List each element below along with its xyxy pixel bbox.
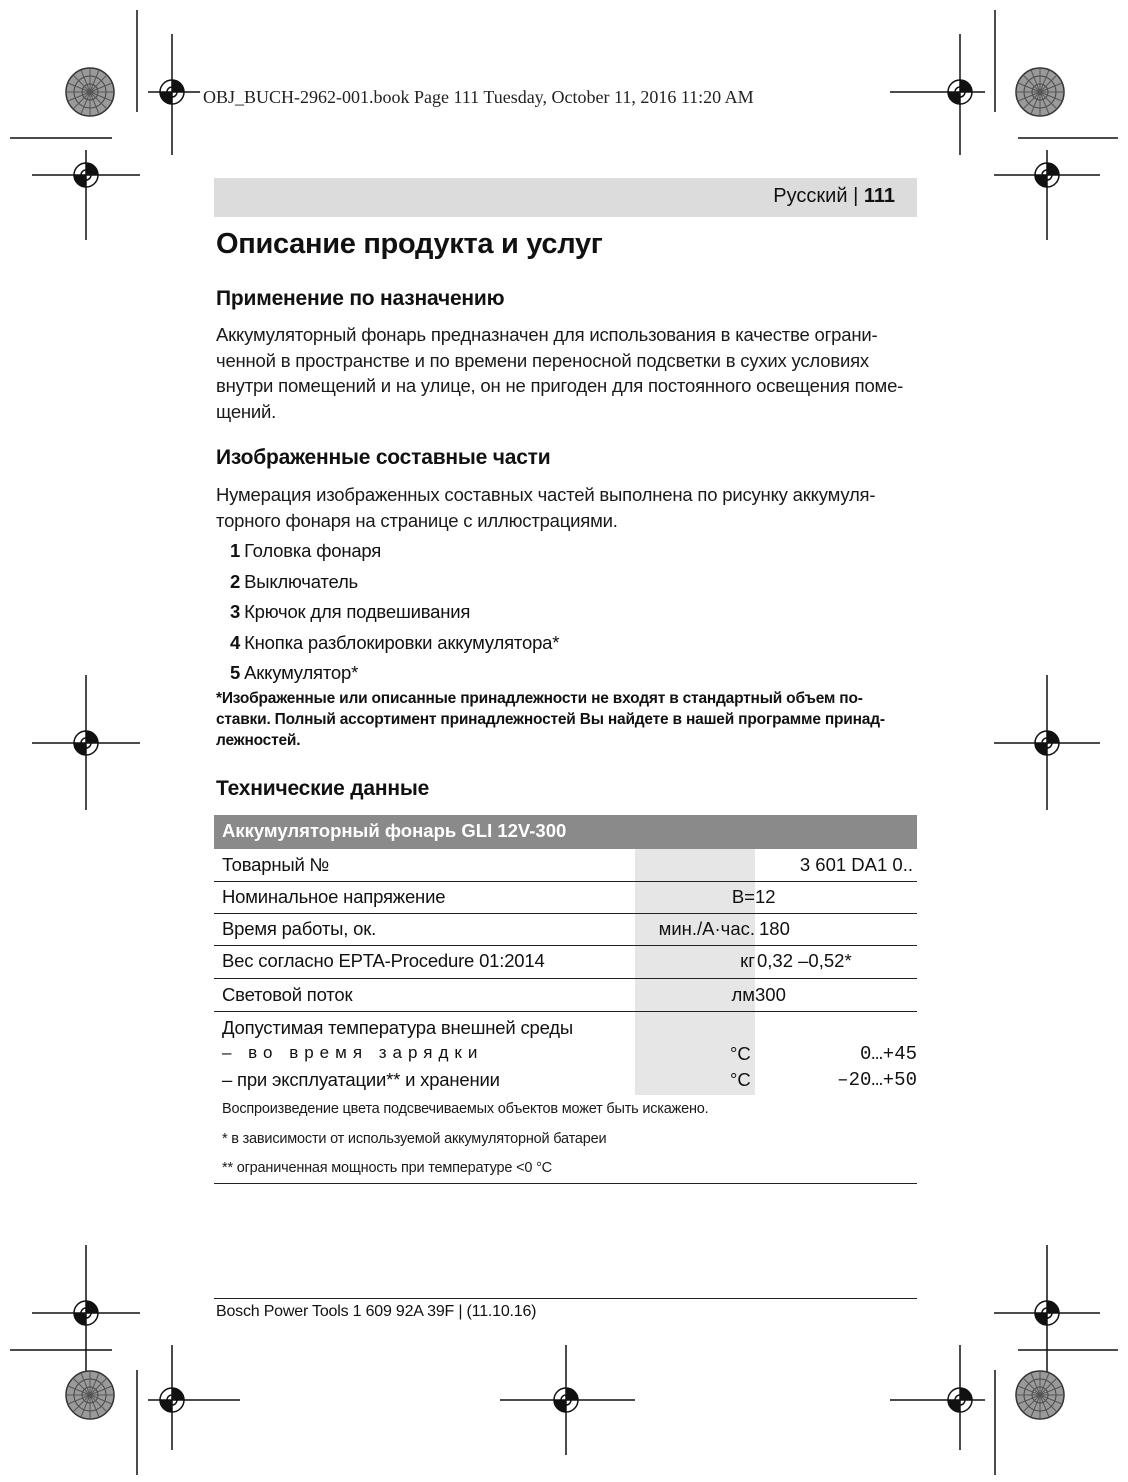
table-row [214,881,917,914]
registration-star-icon [1016,1371,1064,1419]
page-number: 111 [863,185,895,207]
text-line: ченной в пространстве и по времени переносной подсветки в сухих условиях [216,349,869,371]
text-line: Нумерация изображенных составных частей выполнена по рисунку аккумуля- [216,484,876,505]
list-item [230,569,559,600]
table-title: Аккумуляторный фонарь GLI 12V-300 [222,820,567,841]
footnote-color: Воспроизведение цвета подсвечиваемых объектов может быть искажено. [222,1101,709,1117]
text-line: ставки. Полный ассортимент принадлежностей Вы найдете в нашей программе принад- [216,711,885,728]
text-line: *Изображенные или описанные принадлежности не входят в стандартный объем по- [216,690,863,707]
operation-unit: °C [730,1069,751,1090]
charging-label: – во время зарядки [222,1043,484,1062]
list-item [230,599,559,630]
row-value: 3 601 DA1 0.. [799,854,913,875]
text-line: лежностей. [216,732,301,749]
table-row [214,913,917,946]
operation-value: –20…+50 [837,1069,917,1091]
charging-unit: °C [730,1043,751,1064]
text-line: торного фонаря на странице с иллюстрациями. [216,509,618,531]
row-label: Световой поток [222,984,353,1005]
registration-star-icon [66,1371,114,1419]
row-label: Вес согласно EPTA-Procedure 01:2014 [222,950,545,971]
row-value: 300 [755,984,786,1005]
item-label: Крючок для подвешивания [244,601,471,622]
charging-value: 0…+45 [859,1043,917,1065]
table-row [214,978,917,1012]
row-label: Товарный № [222,854,330,875]
temperature-label: Допустимая температура внешней среды [222,1017,573,1038]
item-number: 5 [230,662,241,683]
language-label: Русский [773,185,848,207]
footnote-battery: * в зависимости от используемой аккумуляторной батареи [222,1131,607,1147]
item-label: Кнопка разблокировки аккумулятора* [244,631,560,653]
components-heading: Изображенные составные части [216,446,551,469]
row-unit: мин./А·час. [658,918,755,939]
running-head [214,178,917,217]
temperature-block [214,1011,917,1095]
table-row [214,945,917,979]
tech-data-heading: Технические данные [216,777,430,800]
table-header [214,815,917,849]
item-label: Выключатель [244,570,358,592]
divider [214,1183,917,1184]
page-footer: Bosch Power Tools 1 609 92A 39F | (11.10.16) [216,1303,537,1320]
item-label: Аккумулятор* [244,662,359,683]
row-unit: кг [740,950,755,971]
intended-use-heading: Применение по назначению [216,287,505,310]
row-label: Время работы, ок. [222,918,377,939]
text-line: щений. [216,400,277,422]
intended-use-text [216,322,918,424]
list-item [230,660,559,691]
running-head-text [773,185,895,208]
text-line: Аккумуляторный фонарь предназначен для использования в качестве ограни- [216,324,878,345]
list-item [230,630,559,661]
accessories-note [216,688,918,751]
components-list [230,538,559,691]
page-title: Описание продукта и услуг [216,228,603,260]
row-value: 12 [755,886,776,907]
list-item [230,538,559,569]
text-line: внутри помещений и на улице, он не пригоден для постоянного освещения поме- [216,375,904,396]
row-unit: В= [731,886,755,907]
item-number: 3 [230,601,241,622]
row-label: Номинальное напряжение [222,886,446,907]
row-value: 0,32 –0,52* [757,950,852,971]
print-header: OBJ_BUCH-2962-001.book Page 111 Tuesday, October 11, 2016 11:20 AM [203,87,754,107]
item-number: 1 [230,540,241,561]
registration-star-icon [66,68,114,116]
table-row [214,849,917,882]
footer-divider [214,1298,917,1299]
components-intro [216,482,918,533]
footnote-temperature: ** ограниченная мощность при температуре <0 °C [222,1160,552,1176]
separator: | [847,185,864,207]
item-label: Головка фонаря [244,540,382,561]
item-number: 2 [230,570,241,592]
item-number: 4 [230,631,241,653]
registration-star-icon [1016,68,1064,116]
operation-label: – при эксплуатации** и хранении [222,1069,500,1090]
row-unit: лм [731,984,755,1005]
row-value: 180 [759,918,790,939]
